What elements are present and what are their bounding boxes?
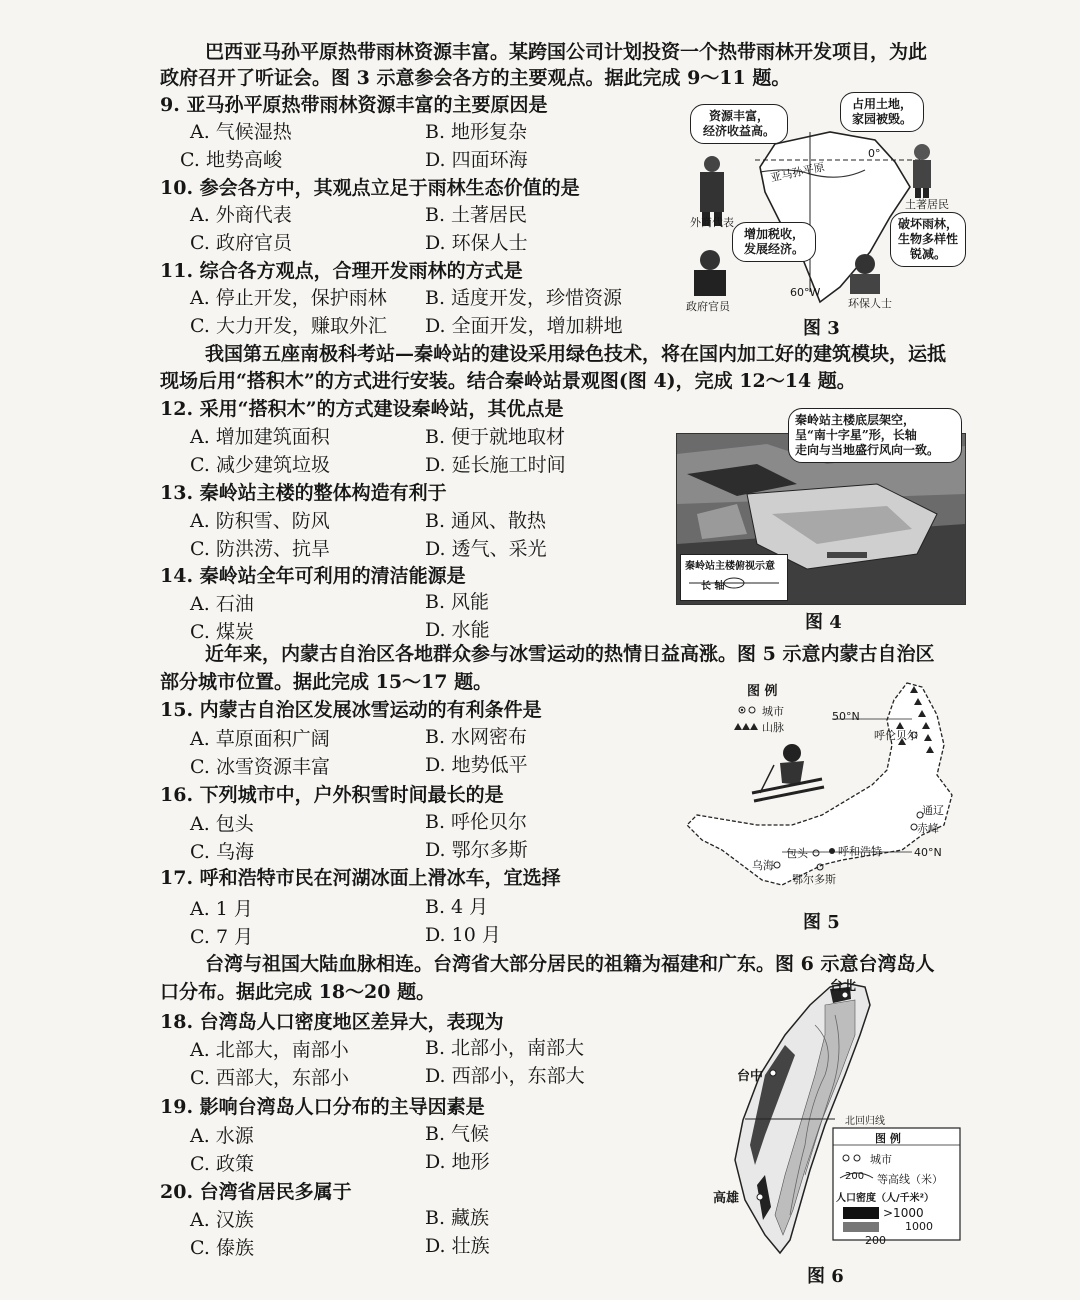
figure-5 bbox=[682, 675, 964, 903]
city-hulunbuir-label: 呼伦贝尔 bbox=[874, 729, 918, 742]
city-tongliao-label: 通辽 bbox=[922, 804, 944, 817]
question-13-option-d[interactable]: D. 透气、采光 bbox=[425, 538, 547, 560]
question-17-option-c[interactable]: C. 7 月 bbox=[190, 926, 254, 948]
figure-3 bbox=[680, 92, 965, 314]
question-15-option-b[interactable]: B. 水网密布 bbox=[425, 726, 528, 748]
brazil-outline bbox=[760, 132, 910, 302]
fig6-legend-gt1000: >1000 bbox=[883, 1206, 924, 1220]
question-9-option-a[interactable]: A. 气候湿热 bbox=[190, 121, 292, 143]
question-10-stem: 10. 参会各方中，其观点立足于雨林生态价值的是 bbox=[160, 177, 580, 199]
fig5-legend-title: 图 例 bbox=[747, 684, 778, 699]
question-15-option-a[interactable]: A. 草原面积广阔 bbox=[190, 728, 330, 750]
inset-title: 秦岭站主楼俯视示意 bbox=[685, 561, 775, 572]
inset-axis: 长 轴 bbox=[701, 581, 725, 592]
passage-2-line-1: 我国第五座南极科考站—秦岭站的建设采用绿色技术，将在国内加工好的建筑模块，运抵 bbox=[205, 343, 947, 365]
passage-3-line-1: 近年来，内蒙古自治区各地群众参与冰雪运动的热情日益高涨。图 5 示意内蒙古自治区 bbox=[205, 643, 935, 665]
question-18-stem: 18. 台湾岛人口密度地区差异大，表现为 bbox=[160, 1011, 504, 1033]
label-eco: 环保人士 bbox=[848, 297, 892, 310]
question-20-stem: 20. 台湾省居民多属于 bbox=[160, 1181, 352, 1203]
question-9-option-d[interactable]: D. 四面环海 bbox=[425, 149, 528, 171]
label-official: 政府官员 bbox=[686, 300, 730, 313]
question-19-option-b[interactable]: B. 气候 bbox=[425, 1123, 490, 1145]
legend-1000-swatch bbox=[843, 1222, 879, 1232]
skier-icon bbox=[752, 744, 824, 801]
figure-3-caption: 图 3 bbox=[803, 318, 840, 339]
question-12-option-c[interactable]: C. 减少建筑垃圾 bbox=[190, 454, 330, 476]
question-11-option-a[interactable]: A. 停止开发，保护雨林 bbox=[190, 287, 387, 309]
question-20-option-d[interactable]: D. 壮族 bbox=[425, 1235, 490, 1257]
question-14-option-a[interactable]: A. 石油 bbox=[190, 593, 254, 615]
question-13-option-a[interactable]: A. 防积雪、防风 bbox=[190, 510, 330, 532]
question-19-option-c[interactable]: C. 政策 bbox=[190, 1153, 254, 1175]
question-12-stem: 12. 采用“搭积木”的方式建设秦岭站，其优点是 bbox=[160, 398, 564, 420]
question-9-stem: 9. 亚马孙平原热带雨林资源丰富的主要原因是 bbox=[160, 94, 548, 116]
question-9-option-b[interactable]: B. 地形复杂 bbox=[425, 121, 528, 143]
question-13-stem: 13. 秦岭站主楼的整体构造有利于 bbox=[160, 482, 447, 504]
question-16-option-d[interactable]: D. 鄂尔多斯 bbox=[425, 839, 528, 861]
bubble-merchant: 资源丰富， 经济收益高。 bbox=[690, 104, 788, 144]
question-17-option-b[interactable]: B. 4 月 bbox=[425, 896, 489, 918]
official-figure bbox=[694, 250, 726, 296]
inner-mongolia-map bbox=[682, 675, 964, 903]
bubble-official: 增加税收， 发展经济。 bbox=[732, 222, 816, 262]
bubble-eco: 破坏雨林， 生物多样性 锐减。 bbox=[890, 212, 966, 267]
question-16-option-b[interactable]: B. 呼伦贝尔 bbox=[425, 811, 528, 833]
taiwan-map bbox=[705, 975, 965, 1260]
question-10-option-b[interactable]: B. 土著居民 bbox=[425, 204, 528, 226]
label-amazon: 亚马孙平原 bbox=[769, 160, 826, 185]
question-20-option-b[interactable]: B. 藏族 bbox=[425, 1207, 490, 1229]
fig6-legend-1000: 1000 bbox=[905, 1220, 933, 1233]
figure-4-bubble: 秦岭站主楼底层架空， 呈“南十字星”形，长轴 走向与当地盛行风向一致。 bbox=[788, 408, 962, 463]
fig6-legend-contour: 等高线（米） bbox=[877, 1173, 943, 1186]
question-15-option-c[interactable]: C. 冰雪资源丰富 bbox=[190, 756, 330, 778]
figure-6-caption: 图 6 bbox=[807, 1266, 844, 1287]
question-19-option-a[interactable]: A. 水源 bbox=[190, 1125, 254, 1147]
figure-5-caption: 图 5 bbox=[803, 912, 840, 933]
passage-2-line-2: 现场后用“搭积木”的方式进行安装。结合秦岭站景观图(图 4)，完成 12～14 题。 bbox=[160, 370, 856, 392]
question-18-option-c[interactable]: C. 西部大，东部小 bbox=[190, 1067, 349, 1089]
question-19-option-d[interactable]: D. 地形 bbox=[425, 1151, 490, 1173]
passage-1-line-1: 巴西亚马孙平原热带雨林资源丰富。某跨国公司计划投资一个热带雨林开发项目，为此 bbox=[205, 41, 928, 63]
city-kaohsiung-dot bbox=[757, 1194, 763, 1200]
question-18-option-a[interactable]: A. 北部大，南部小 bbox=[190, 1039, 349, 1061]
question-13-option-c[interactable]: C. 防洪涝、抗旱 bbox=[190, 538, 330, 560]
question-17-option-d[interactable]: D. 10 月 bbox=[425, 924, 501, 946]
passage-4-line-2: 口分布。据此完成 18～20 题。 bbox=[160, 981, 436, 1003]
question-16-option-c[interactable]: C. 乌海 bbox=[190, 841, 254, 863]
figure-6 bbox=[705, 975, 965, 1260]
question-9-option-c[interactable]: C. 地势高峻 bbox=[180, 149, 282, 171]
fig6-legend-density: 人口密度（人/千米²） bbox=[836, 1193, 935, 1204]
question-17-stem: 17. 呼和浩特市民在河湖冰面上滑冰车，宜选择 bbox=[160, 867, 561, 889]
city-hohhot-label: 呼和浩特 bbox=[838, 845, 882, 858]
question-12-option-d[interactable]: D. 延长施工时间 bbox=[425, 454, 566, 476]
question-14-option-d[interactable]: D. 水能 bbox=[425, 619, 490, 641]
question-10-option-a[interactable]: A. 外商代表 bbox=[190, 204, 292, 226]
city-chifeng-label: 赤峰 bbox=[917, 822, 939, 835]
inner-mongolia-outline bbox=[687, 683, 952, 885]
fig6-legend-city: 城市 bbox=[870, 1153, 892, 1166]
fig5-legend-city: 城市 bbox=[762, 705, 784, 718]
city-taichung-label: 台中 bbox=[737, 1069, 764, 1084]
label-equator: 0° bbox=[868, 147, 881, 160]
inset-box bbox=[680, 554, 788, 601]
city-taipei-label: 台北 bbox=[830, 979, 857, 994]
bubble-native: 占用土地， 家园被毁。 bbox=[840, 92, 924, 132]
tropic-label: 北回归线 bbox=[845, 1116, 885, 1127]
question-17-option-a[interactable]: A. 1 月 bbox=[190, 898, 253, 920]
city-ordos-label: 鄂尔多斯 bbox=[792, 873, 836, 886]
city-baotou-label: 包头 bbox=[786, 847, 808, 860]
question-10-option-c[interactable]: C. 政府官员 bbox=[190, 232, 292, 254]
city-wuhai-label: 乌海 bbox=[752, 859, 774, 872]
city-hohhot-dot bbox=[829, 848, 835, 854]
fig5-legend-mountain: 山脉 bbox=[762, 721, 784, 734]
question-18-option-b[interactable]: B. 北部小，南部大 bbox=[425, 1037, 585, 1059]
question-14-option-c[interactable]: C. 煤炭 bbox=[190, 621, 254, 643]
label-60w: 60°W bbox=[790, 286, 821, 299]
fig6-legend-title: 图 例 bbox=[875, 1132, 901, 1145]
legend-gt1000-swatch bbox=[843, 1207, 879, 1219]
city-kaohsiung-label: 高雄 bbox=[713, 1191, 740, 1206]
question-16-option-a[interactable]: A. 包头 bbox=[190, 813, 254, 835]
question-16-stem: 16. 下列城市中，户外积雪时间最长的是 bbox=[160, 784, 504, 806]
question-10-option-d[interactable]: D. 环保人士 bbox=[425, 232, 528, 254]
question-14-stem: 14. 秦岭站全年可利用的清洁能源是 bbox=[160, 565, 466, 587]
question-12-option-a[interactable]: A. 增加建筑面积 bbox=[190, 426, 330, 448]
question-14-option-b[interactable]: B. 风能 bbox=[425, 591, 490, 613]
city-taichung-dot bbox=[770, 1070, 776, 1076]
passage-4-line-1: 台湾与祖国大陆血脉相连。台湾省大部分居民的祖籍为福建和广东。图 6 示意台湾岛人 bbox=[205, 953, 935, 975]
fig5-lat50: 50°N bbox=[832, 710, 860, 723]
question-15-stem: 15. 内蒙古自治区发展冰雪运动的有利条件是 bbox=[160, 699, 542, 721]
question-20-option-a[interactable]: A. 汉族 bbox=[190, 1209, 254, 1231]
passage-3-line-2: 部分城市位置。据此完成 15～17 题。 bbox=[160, 671, 493, 693]
question-13-option-b[interactable]: B. 通风、散热 bbox=[425, 510, 547, 532]
fig6-legend-contour-num: 200 bbox=[845, 1171, 865, 1182]
question-11-option-c[interactable]: C. 大力开发，赚取外汇 bbox=[190, 315, 387, 337]
figure-4-caption: 图 4 bbox=[805, 612, 842, 633]
question-12-option-b[interactable]: B. 便于就地取材 bbox=[425, 426, 566, 448]
fig5-lat40: 40°N bbox=[914, 846, 942, 859]
question-15-option-d[interactable]: D. 地势低平 bbox=[425, 754, 528, 776]
question-11-option-d[interactable]: D. 全面开发，增加耕地 bbox=[425, 315, 623, 337]
label-native: 土著居民 bbox=[905, 198, 949, 211]
question-18-option-d[interactable]: D. 西部小，东部大 bbox=[425, 1065, 585, 1087]
passage-1-line-2: 政府召开了听证会。图 3 示意参会各方的主要观点。据此完成 9～11 题。 bbox=[160, 67, 791, 89]
fig6-legend-partial: 200 bbox=[865, 1234, 886, 1247]
label-merchant: 外商代表 bbox=[690, 216, 734, 229]
native-figure bbox=[913, 144, 931, 198]
question-19-stem: 19. 影响台湾岛人口分布的主导因素是 bbox=[160, 1096, 485, 1118]
question-11-option-b[interactable]: B. 适度开发，珍惜资源 bbox=[425, 287, 623, 309]
question-20-option-c[interactable]: C. 傣族 bbox=[190, 1237, 254, 1259]
question-11-stem: 11. 综合各方观点，合理开发雨林的方式是 bbox=[160, 260, 523, 282]
